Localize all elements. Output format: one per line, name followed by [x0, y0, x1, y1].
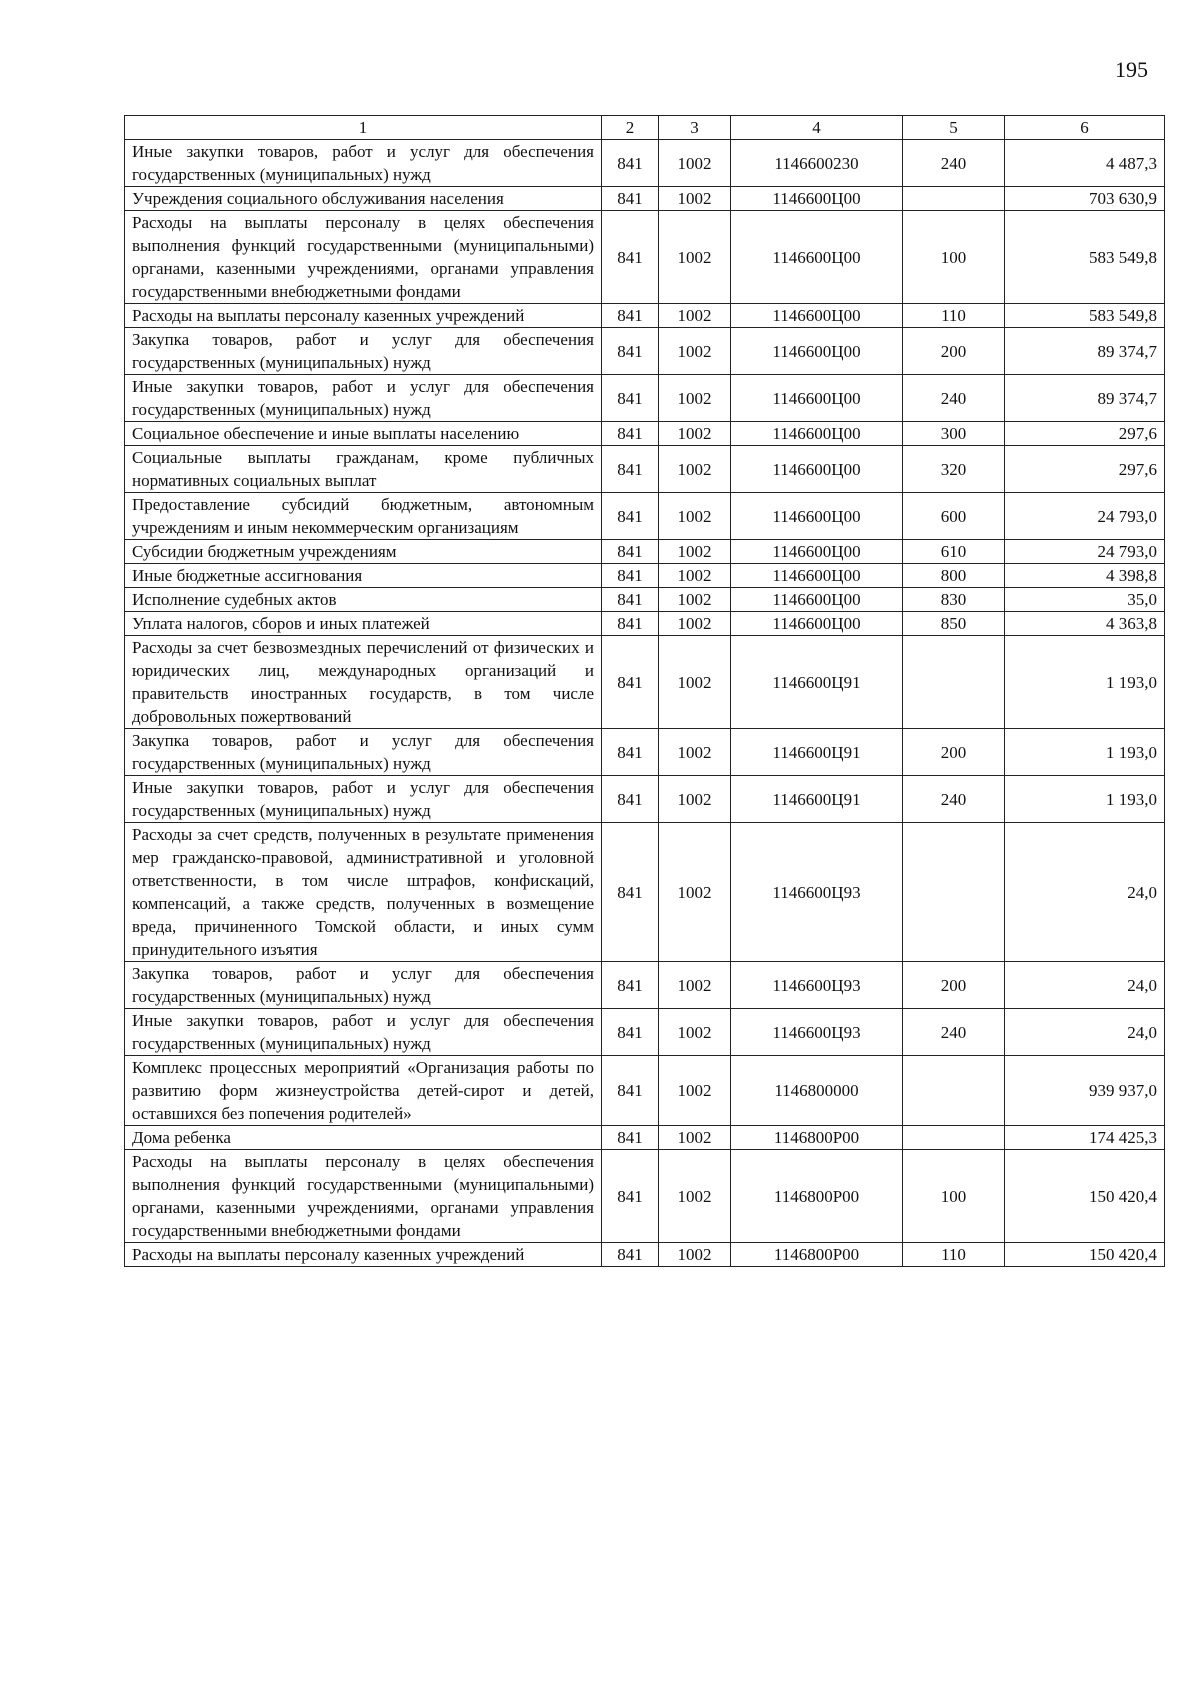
- row-section: 1002: [659, 564, 731, 588]
- row-section: 1002: [659, 493, 731, 540]
- row-target: 1146600Ц00: [731, 328, 903, 375]
- row-target: 1146600Ц00: [731, 564, 903, 588]
- row-grbs: 841: [602, 636, 659, 729]
- row-section: 1002: [659, 446, 731, 493]
- table-row: [125, 962, 1165, 1009]
- row-amount: 4 398,8: [1005, 564, 1165, 588]
- row-target: 1146600Ц93: [731, 823, 903, 962]
- row-amount: 24,0: [1005, 962, 1165, 1009]
- row-amount: 24,0: [1005, 823, 1165, 962]
- row-name: Иные закупки товаров, работ и услуг для обеспечения государственных (муниципальных) нужд: [125, 1009, 602, 1056]
- row-section: 1002: [659, 588, 731, 612]
- row-target: 1146600Ц00: [731, 304, 903, 328]
- row-section: 1002: [659, 375, 731, 422]
- row-target: 1146600Ц00: [731, 540, 903, 564]
- row-expense-type: 240: [903, 375, 1005, 422]
- row-target: 1146600Ц00: [731, 612, 903, 636]
- row-grbs: 841: [602, 375, 659, 422]
- row-grbs: 841: [602, 540, 659, 564]
- table-row: [125, 422, 1165, 446]
- table-row: [125, 564, 1165, 588]
- row-expense-type: [903, 1056, 1005, 1126]
- row-expense-type: 610: [903, 540, 1005, 564]
- row-section: 1002: [659, 1150, 731, 1243]
- row-amount: 297,6: [1005, 422, 1165, 446]
- row-target: 1146600Ц00: [731, 187, 903, 211]
- row-amount: 150 420,4: [1005, 1150, 1165, 1243]
- row-expense-type: 240: [903, 1009, 1005, 1056]
- row-target: 1146600230: [731, 140, 903, 187]
- page-number: 195: [1115, 57, 1148, 82]
- row-target: 1146600Ц00: [731, 446, 903, 493]
- row-name: Социальные выплаты гражданам, кроме публичных нормативных социальных выплат: [125, 446, 602, 493]
- row-expense-type: 300: [903, 422, 1005, 446]
- row-name: Субсидии бюджетным учреждениям: [125, 540, 602, 564]
- row-expense-type: 800: [903, 564, 1005, 588]
- row-grbs: 841: [602, 1126, 659, 1150]
- table-row: [125, 823, 1165, 962]
- row-target: 1146600Ц93: [731, 1009, 903, 1056]
- row-name: Расходы за счет безвозмездных перечислений от физических и юридических лиц, международных организаций и правительств иностранных государств, в том числе добровольных пожертвований: [125, 636, 602, 729]
- row-target: 1146600Ц00: [731, 588, 903, 612]
- row-amount: 150 420,4: [1005, 1243, 1165, 1267]
- row-name: Исполнение судебных актов: [125, 588, 602, 612]
- row-grbs: 841: [602, 140, 659, 187]
- row-name: Иные закупки товаров, работ и услуг для обеспечения государственных (муниципальных) нужд: [125, 140, 602, 187]
- row-section: 1002: [659, 422, 731, 446]
- column-header: 4: [731, 116, 903, 140]
- row-amount: 4 363,8: [1005, 612, 1165, 636]
- row-amount: 24 793,0: [1005, 493, 1165, 540]
- row-expense-type: [903, 1126, 1005, 1150]
- row-name: Уплата налогов, сборов и иных платежей: [125, 612, 602, 636]
- row-name: Расходы на выплаты персоналу казенных учреждений: [125, 304, 602, 328]
- row-expense-type: 850: [903, 612, 1005, 636]
- table-row: [125, 588, 1165, 612]
- row-amount: 703 630,9: [1005, 187, 1165, 211]
- row-grbs: 841: [602, 211, 659, 304]
- row-target: 1146800Р00: [731, 1243, 903, 1267]
- row-grbs: 841: [602, 612, 659, 636]
- row-target: 1146800Р00: [731, 1126, 903, 1150]
- table-row: [125, 304, 1165, 328]
- row-section: 1002: [659, 328, 731, 375]
- table-row: [125, 328, 1165, 375]
- row-amount: 1 193,0: [1005, 636, 1165, 729]
- row-expense-type: 110: [903, 1243, 1005, 1267]
- table-row: [125, 446, 1165, 493]
- row-section: 1002: [659, 1056, 731, 1126]
- row-name: Дома ребенка: [125, 1126, 602, 1150]
- row-expense-type: 200: [903, 962, 1005, 1009]
- row-section: 1002: [659, 823, 731, 962]
- row-expense-type: [903, 823, 1005, 962]
- table-row: [125, 1009, 1165, 1056]
- row-expense-type: 240: [903, 140, 1005, 187]
- table-row: [125, 493, 1165, 540]
- row-section: 1002: [659, 1243, 731, 1267]
- row-amount: 174 425,3: [1005, 1126, 1165, 1150]
- table-row: [125, 1056, 1165, 1126]
- row-expense-type: 600: [903, 493, 1005, 540]
- row-grbs: 841: [602, 962, 659, 1009]
- row-amount: 35,0: [1005, 588, 1165, 612]
- table-row: [125, 729, 1165, 776]
- row-name: Иные закупки товаров, работ и услуг для обеспечения государственных (муниципальных) нужд: [125, 776, 602, 823]
- row-name: Иные бюджетные ассигнования: [125, 564, 602, 588]
- header-row: [125, 116, 1165, 140]
- row-name: Социальное обеспечение и иные выплаты населению: [125, 422, 602, 446]
- row-name: Закупка товаров, работ и услуг для обеспечения государственных (муниципальных) нужд: [125, 729, 602, 776]
- table-row: [125, 776, 1165, 823]
- row-grbs: 841: [602, 776, 659, 823]
- column-header: 1: [125, 116, 602, 140]
- row-section: 1002: [659, 211, 731, 304]
- row-section: 1002: [659, 729, 731, 776]
- table-row: [125, 540, 1165, 564]
- table-row: [125, 612, 1165, 636]
- row-grbs: 841: [602, 823, 659, 962]
- row-expense-type: 100: [903, 211, 1005, 304]
- row-grbs: 841: [602, 422, 659, 446]
- row-target: 1146600Ц00: [731, 493, 903, 540]
- row-section: 1002: [659, 962, 731, 1009]
- row-amount: 1 193,0: [1005, 776, 1165, 823]
- row-amount: 4 487,3: [1005, 140, 1165, 187]
- row-target: 1146600Ц00: [731, 375, 903, 422]
- row-target: 1146600Ц91: [731, 729, 903, 776]
- row-target: 1146800000: [731, 1056, 903, 1126]
- row-grbs: 841: [602, 1009, 659, 1056]
- row-amount: 1 193,0: [1005, 729, 1165, 776]
- row-section: 1002: [659, 612, 731, 636]
- row-grbs: 841: [602, 187, 659, 211]
- row-name: Иные закупки товаров, работ и услуг для обеспечения государственных (муниципальных) нужд: [125, 375, 602, 422]
- table-row: [125, 140, 1165, 187]
- row-grbs: 841: [602, 564, 659, 588]
- row-name: Расходы на выплаты персоналу казенных учреждений: [125, 1243, 602, 1267]
- row-section: 1002: [659, 636, 731, 729]
- row-expense-type: 110: [903, 304, 1005, 328]
- column-header: 2: [602, 116, 659, 140]
- row-section: 1002: [659, 776, 731, 823]
- row-grbs: 841: [602, 328, 659, 375]
- table-row: [125, 1150, 1165, 1243]
- row-grbs: 841: [602, 588, 659, 612]
- row-name: Предоставление субсидий бюджетным, автономным учреждениям и иным некоммерческим организациям: [125, 493, 602, 540]
- row-name: Закупка товаров, работ и услуг для обеспечения государственных (муниципальных) нужд: [125, 328, 602, 375]
- row-name: Учреждения социального обслуживания населения: [125, 187, 602, 211]
- row-target: 1146600Ц93: [731, 962, 903, 1009]
- row-name: Расходы на выплаты персоналу в целях обеспечения выполнения функций государственными (муниципальными) органами, казенными учреждениями, органами управления государственными внебюджетными фондами: [125, 211, 602, 304]
- column-header: 6: [1005, 116, 1165, 140]
- row-name: Расходы за счет средств, полученных в результате применения мер гражданско-правовой, административной и уголовной ответственности, в том числе штрафов, конфискаций, компенсаций, а также средств, полученных в возмещение вреда, причиненного Томской области, и иных сумм принудительного изъятия: [125, 823, 602, 962]
- row-grbs: 841: [602, 446, 659, 493]
- row-target: 1146600Ц91: [731, 776, 903, 823]
- table-row: [125, 187, 1165, 211]
- row-section: 1002: [659, 140, 731, 187]
- row-target: 1146600Ц91: [731, 636, 903, 729]
- row-amount: 939 937,0: [1005, 1056, 1165, 1126]
- row-expense-type: 320: [903, 446, 1005, 493]
- table-row: [125, 1243, 1165, 1267]
- row-amount: 89 374,7: [1005, 328, 1165, 375]
- row-section: 1002: [659, 1126, 731, 1150]
- row-grbs: 841: [602, 493, 659, 540]
- row-expense-type: [903, 636, 1005, 729]
- row-expense-type: 830: [903, 588, 1005, 612]
- row-amount: 89 374,7: [1005, 375, 1165, 422]
- row-grbs: 841: [602, 729, 659, 776]
- row-grbs: 841: [602, 1243, 659, 1267]
- row-amount: 24 793,0: [1005, 540, 1165, 564]
- row-expense-type: [903, 187, 1005, 211]
- row-name: Закупка товаров, работ и услуг для обеспечения государственных (муниципальных) нужд: [125, 962, 602, 1009]
- budget-table: [124, 115, 1165, 1267]
- row-name: Комплекс процессных мероприятий «Организация работы по развитию форм жизнеустройства детей-сирот и детей, оставшихся без попечения родителей»: [125, 1056, 602, 1126]
- row-section: 1002: [659, 1009, 731, 1056]
- column-header: 5: [903, 116, 1005, 140]
- row-grbs: 841: [602, 1150, 659, 1243]
- row-target: 1146600Ц00: [731, 211, 903, 304]
- row-section: 1002: [659, 540, 731, 564]
- row-amount: 297,6: [1005, 446, 1165, 493]
- row-section: 1002: [659, 187, 731, 211]
- row-section: 1002: [659, 304, 731, 328]
- row-amount: 24,0: [1005, 1009, 1165, 1056]
- row-target: 1146800Р00: [731, 1150, 903, 1243]
- row-expense-type: 100: [903, 1150, 1005, 1243]
- table-row: [125, 211, 1165, 304]
- table-body: [125, 140, 1165, 1267]
- row-expense-type: 200: [903, 729, 1005, 776]
- column-header: 3: [659, 116, 731, 140]
- row-grbs: 841: [602, 304, 659, 328]
- table-row: [125, 636, 1165, 729]
- row-name: Расходы на выплаты персоналу в целях обеспечения выполнения функций государственными (муниципальными) органами, казенными учреждениями, органами управления государственными внебюджетными фондами: [125, 1150, 602, 1243]
- row-expense-type: 200: [903, 328, 1005, 375]
- row-amount: 583 549,8: [1005, 211, 1165, 304]
- row-target: 1146600Ц00: [731, 422, 903, 446]
- row-expense-type: 240: [903, 776, 1005, 823]
- row-amount: 583 549,8: [1005, 304, 1165, 328]
- table-row: [125, 375, 1165, 422]
- table-row: [125, 1126, 1165, 1150]
- row-grbs: 841: [602, 1056, 659, 1126]
